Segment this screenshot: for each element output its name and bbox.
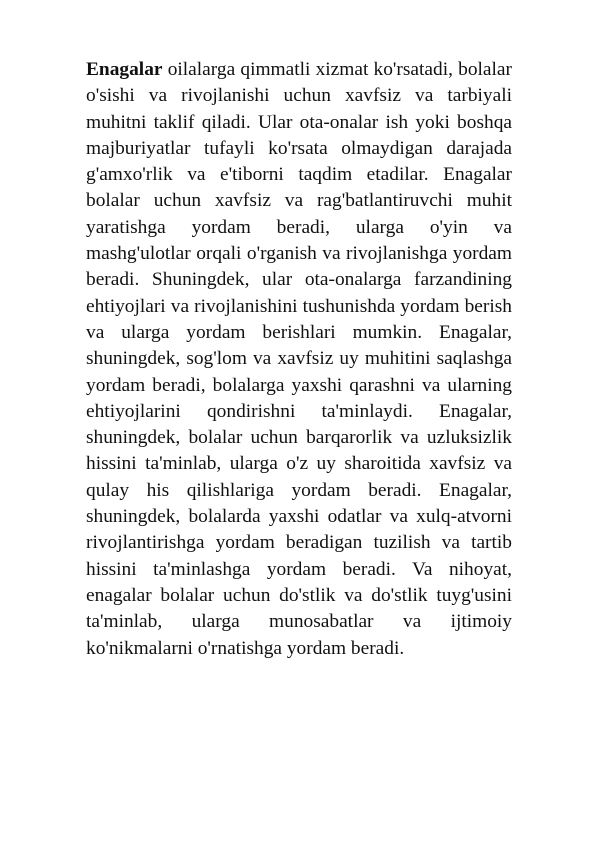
lead-word: Enagalar: [86, 59, 163, 80]
body-paragraph: [86, 57, 512, 662]
paragraph-text: oilalarga qimmatli xizmat ko'rsatadi, bolalar o'sishi va rivojlanishi uchun xavfsiz va tarbiyali muhitni taklif qiladi. Ular ota-onalar ish yoki boshqa majburiyatlar tufayli ko'rsata olmaydigan darajada g'amxo'rlik va e'tiborni taqdim etadilar. Enagalar bolalar uchun xavfsiz va rag'batlantiruvchi muhit yaratishga yordam beradi, ularga o'yin va mashg'ulotlar orqali o'rganish va rivojlanishga yordam beradi. Shuningdek, ular ota-onalarga farzandining ehtiyojlari va rivojlanishini tushunishda yordam berish va ularga yordam berishlari mumkin. Enagalar, shuningdek, sog'lom va xavfsiz uy muhitini saqlashga yordam beradi, bolalarga yaxshi qarashni va ularning ehtiyojlarini qondirishni ta'minlaydi. Enagalar, shuningdek, bolalar uchun barqarorlik va uzluksizlik hissini ta'minlab, ularga o'z uy sharoitida xavfsiz va qulay his qilishlariga yordam beradi. Enagalar, shuningdek, bolalarda yaxshi odatlar va xulq-atvorni rivojlantirishga yordam beradigan tuzilish va tartib hissini ta'minlashga yordam beradi. Va nihoyat, enagalar bolalar uchun do'stlik va do'stlik tuyg'usini ta'minlab, ularga munosabatlar va ijtimoiy ko'nikmalarni o'rnatishga yordam beradi.: [86, 59, 512, 659]
